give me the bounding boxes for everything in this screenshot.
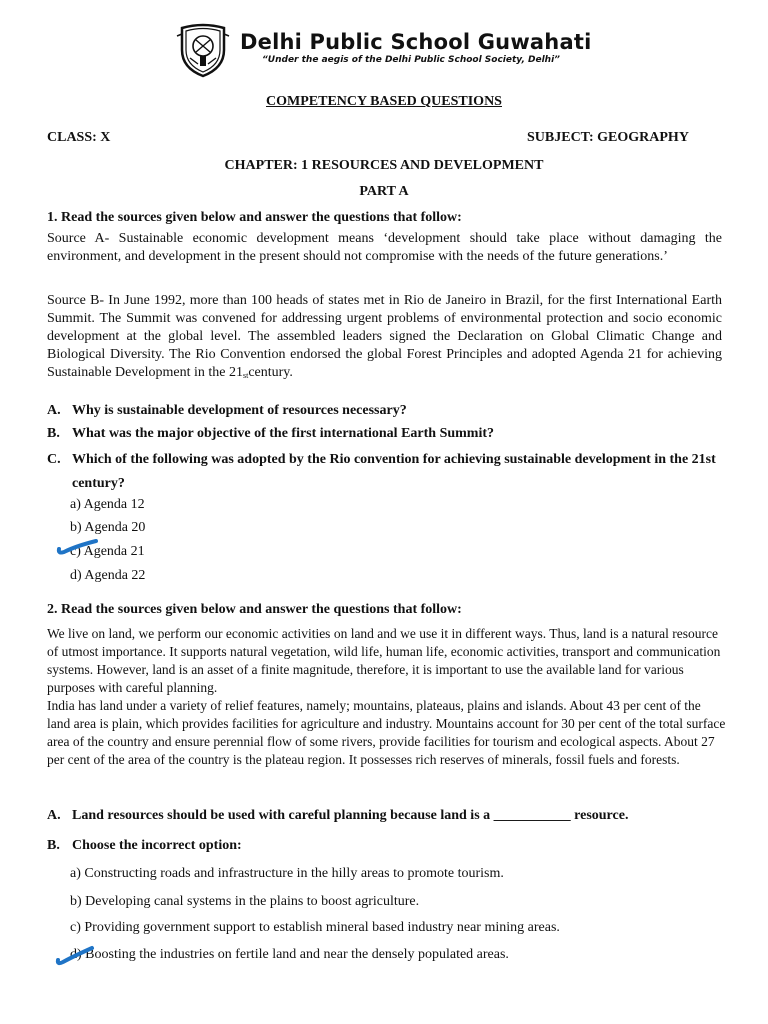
document-title: COMPETENCY BASED QUESTIONS: [266, 94, 502, 109]
school-name: Delhi Public School Guwahati: [240, 30, 592, 54]
question-letter: A.: [47, 808, 61, 823]
q1-option-b: b) Agenda 20: [70, 520, 146, 535]
q2-heading: 2. Read the sources given below and answer the questions that follow:: [47, 602, 462, 617]
part-title: PART A: [359, 184, 409, 199]
q1-heading: 1. Read the sources given below and answer the questions that follow:: [47, 210, 462, 225]
question-text: Which of the following was adopted by the Rio convention for achieving sustainable development in the 21st century?: [72, 452, 716, 491]
chapter-title: CHAPTER: 1 RESOURCES AND DEVELOPMENT: [224, 158, 544, 173]
question-text: Choose the incorrect option:: [72, 838, 242, 853]
question-letter: A.: [47, 403, 61, 418]
question-text: What was the major objective of the first international Earth Summit?: [72, 426, 495, 441]
q1-source-a: Source A- Sustainable economic development means ‘development should take place without damaging the environment, and development in the present should not compromise with the needs of the future generations.’: [47, 231, 722, 264]
q2-option-c: c) Providing government support to establish mineral based industry near mining areas.: [70, 920, 560, 935]
blue-tick-icon: [56, 538, 102, 561]
question-text: Land resources should be used with careful planning because land is a ___________ resource.: [72, 808, 629, 823]
q1-source-b-end: century.: [248, 365, 293, 380]
q1-source-b-sup: st: [242, 371, 249, 380]
q2-option-b: b) Developing canal systems in the plains to boost agriculture.: [70, 894, 420, 909]
q2-paragraph-2: India has land under a variety of relief features, namely; mountains, plateaus, plains and islands. About 43 per cent of the land area is plain, which provides facilities for agriculture and industry. Mountains account for 30 per cent of the total surface area of the country and ensure perennial flow of some rivers, provide facilities for tourism and ecological aspects. About 27 per cent of the area of the country is the plateau region. It possesses rich reserves of minerals, fossil fuels and forests.: [47, 698, 726, 767]
school-motto: “Under the aegis of the Delhi Public School Society, Delhi”: [262, 55, 560, 65]
blue-tick-icon: [54, 944, 98, 971]
q2-option-a: a) Constructing roads and infrastructure in the hilly areas to promote tourism.: [70, 866, 504, 881]
class-label: CLASS: X: [47, 130, 111, 145]
subject-label: SUBJECT: GEOGRAPHY: [527, 130, 689, 145]
question-letter: C.: [47, 452, 61, 467]
q2-paragraph-1: We live on land, we perform our economic activities on land and we use it in different ways. Thus, land is a natural resource of utmost importance. It supports natural vegetation, wild life, human life, economic activities, transport and communication systems. However, land is an asset of a finite magnitude, therefore, it is important to use the available land for various purposes with careful planning.: [47, 626, 721, 695]
q2-option-d: d) Boosting the industries on fertile land and near the densely populated areas.: [70, 947, 509, 962]
school-crest-icon: [176, 22, 230, 78]
question-letter: B.: [47, 426, 60, 441]
question-letter: B.: [47, 838, 60, 853]
q1-source-b: [47, 292, 722, 383]
q1-option-c: c) Agenda 21: [70, 544, 145, 559]
question-text: Why is sustainable development of resources necessary?: [72, 403, 407, 418]
q1-option-d: d) Agenda 22: [70, 568, 146, 583]
q1-option-a: a) Agenda 12: [70, 497, 145, 512]
q1-source-b-main: Source B- In June 1992, more than 100 heads of states met in Rio de Janeiro in Brazil, for the first International Earth Summit. The Summit was convened for addressing urgent problems of environmental protection and socio economic development at the global level. The assembled leaders signed the Declaration on Global Climatic Change and Biological Diversity. The Rio Convention endorsed the global Forest Principles and adopted Agenda 21 for achieving Sustainable Development in the 21: [47, 293, 722, 380]
